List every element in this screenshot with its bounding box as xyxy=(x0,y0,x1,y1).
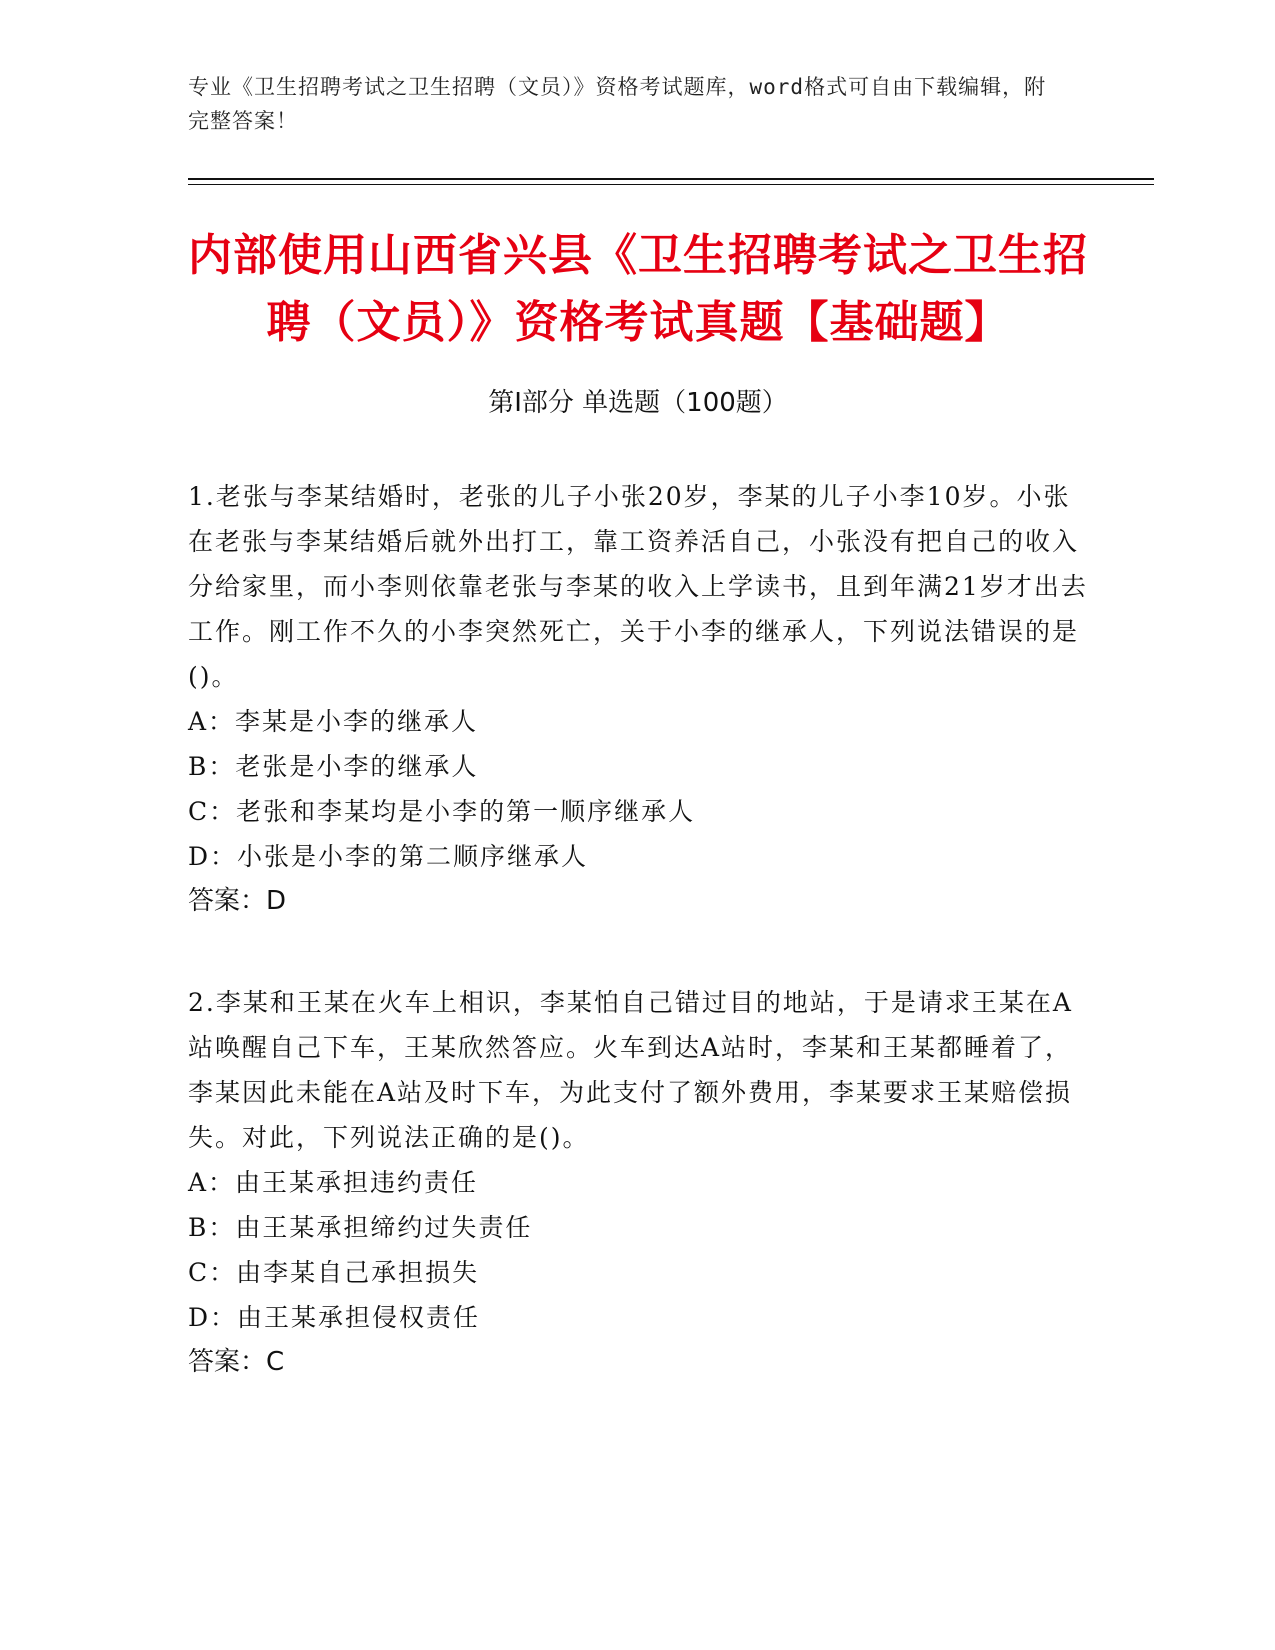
document-title: 内部使用山西省兴县《卫生招聘考试之卫生招聘（文员）》资格考试真题【基础题】 xyxy=(188,230,1088,348)
option-b: B：由王某承担缔约过失责任 xyxy=(188,1213,533,1242)
question-2 xyxy=(188,980,1088,1385)
header-rule-thin xyxy=(188,184,1154,185)
question-1 xyxy=(188,474,1088,924)
question-stem: 2.李某和王某在火车上相识，李某怕自己错过目的地站，于是请求王某在A站唤醒自己下车，王某欣然答应。火车到达A站时，李某和王某都睡着了，李某因此未能在A站及时下车，为此支付了额外费用，李某要求王某赔偿损失。对此，下列说法正确的是()。 xyxy=(188,988,1073,1152)
option-d: D：由王某承担侵权责任 xyxy=(188,1303,481,1332)
option-a: A：李某是小李的继承人 xyxy=(188,707,479,736)
option-c: C：老张和李某均是小李的第一顺序继承人 xyxy=(188,797,696,826)
option-c: C：由李某自己承担损失 xyxy=(188,1258,480,1287)
header-note: 专业《卫生招聘考试之卫生招聘（文员）》资格考试题库，word格式可自由下载编辑，附完整答案！ xyxy=(188,75,1047,133)
option-d: D：小张是小李的第二顺序继承人 xyxy=(188,842,589,871)
answer: 答案：C xyxy=(188,1347,285,1377)
question-list xyxy=(188,474,1088,1441)
question-stem: 1.老张与李某结婚时，老张的儿子小张20岁，李某的儿子小李10岁。小张在老张与李某结婚后就外出打工，靠工资养活自己，小张没有把自己的收入分给家里，而小李则依靠老张与李某的收入上学读书，且到年满21岁才出去工作。刚工作不久的小李突然死亡，关于小李的继承人，下列说法错误的是()。 xyxy=(188,482,1088,691)
option-a: A：由王某承担违约责任 xyxy=(188,1168,479,1197)
header-rule-thick xyxy=(188,178,1154,180)
option-b: B：老张是小李的继承人 xyxy=(188,752,479,781)
answer: 答案：D xyxy=(188,886,287,916)
section-heading: 第Ⅰ部分 单选题（100题） xyxy=(488,388,788,418)
